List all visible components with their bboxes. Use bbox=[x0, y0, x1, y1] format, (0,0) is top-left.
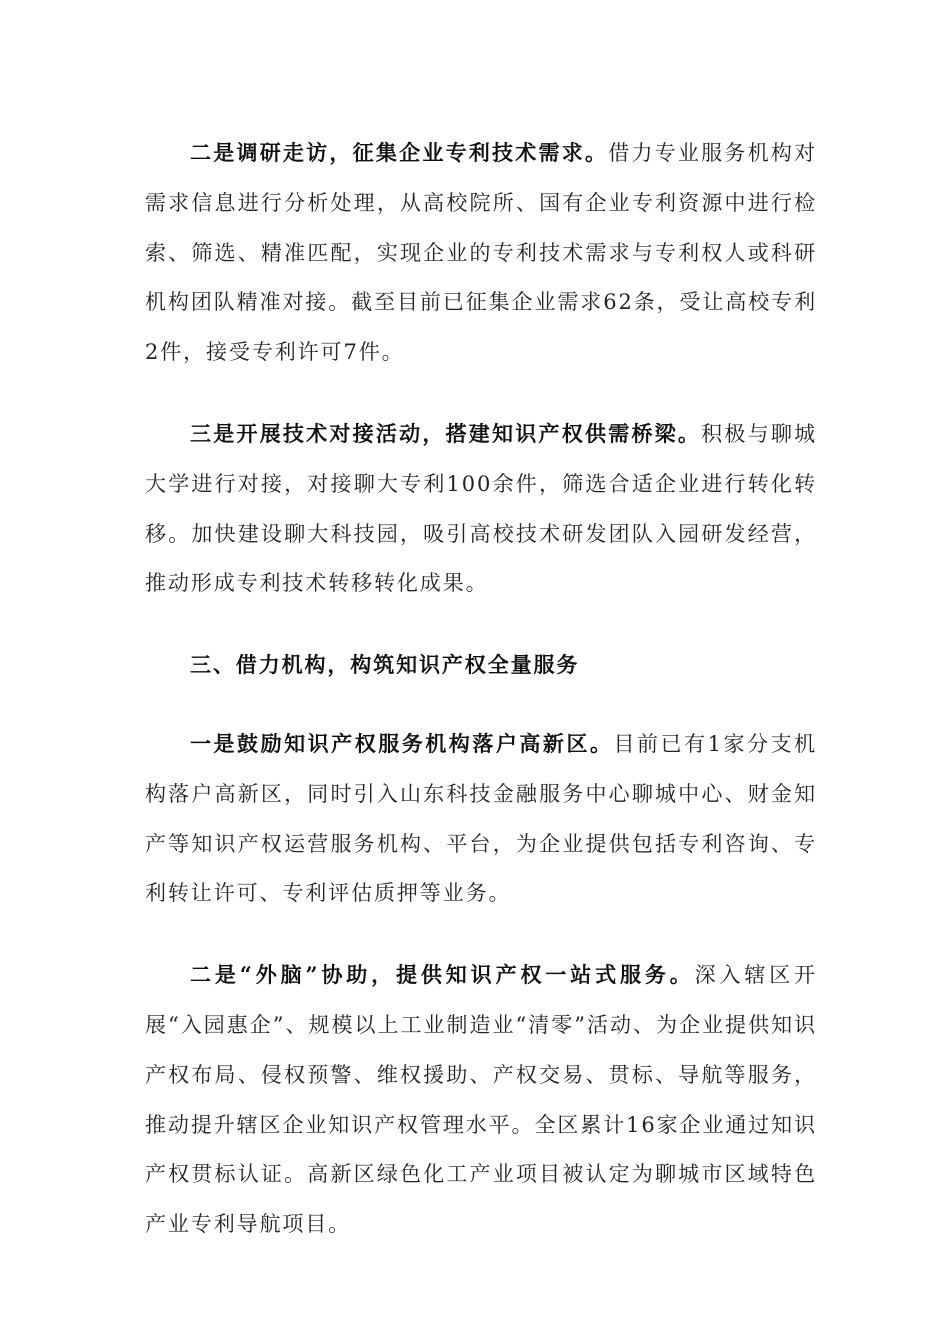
paragraph-lead: 二是“外脑”协助，提供知识产权一站式服务。 bbox=[190, 962, 695, 988]
document-page bbox=[145, 128, 817, 1281]
paragraph-one-stop-service bbox=[145, 950, 817, 1250]
paragraph-body: 借力专业服务机构对需求信息进行分析处理，从高校院所、国有企业专利资源中进行检索、筛选、精准匹配，实现企业的专利技术需求与专利权人或科研机构团队精准对接。截至目前已征集企业需求62条，受让高校专利2件，接受专利许可7件。 bbox=[145, 141, 817, 365]
paragraph-lead: 一是鼓励知识产权服务机构落户高新区。 bbox=[190, 730, 614, 756]
paragraph-body: 积极与聊城大学进行对接，对接聊大专利100余件，筛选合适企业进行转化转移。加快建设聊大科技园，吸引高校技术研发团队入园研发经营，推动形成专利技术转移转化成果。 bbox=[145, 421, 817, 596]
paragraph-service-agencies bbox=[145, 719, 817, 919]
paragraph-body: 深入辖区开展“入园惠企”、规模以上工业制造业“清零”活动、为企业提供知识产权布局、侵权预警、维权援助、产权交易、贯标、导航等服务，推动提升辖区企业知识产权管理水平。全区累计16家企业通过知识产权贯标认证。高新区绿色化工产业项目被认定为聊城市区域特色产业专利导航项目。 bbox=[145, 963, 818, 1237]
paragraph-body: 目前已有1家分支机构落户高新区，同时引入山东科技金融服务中心聊城中心、财金知产等知识产权运营服务机构、平台，为企业提供包括专利咨询、专利转让许可、专利评估质押等业务。 bbox=[145, 731, 817, 906]
paragraph-lead: 三是开展技术对接活动，搭建知识产权供需桥梁。 bbox=[190, 420, 702, 446]
section-heading: 三、借力机构，构筑知识产权全量服务 bbox=[190, 652, 580, 678]
paragraph-tech-matching bbox=[145, 409, 817, 609]
paragraph-lead: 二是调研走访，征集企业专利技术需求。 bbox=[190, 140, 609, 165]
paragraph-patent-demand bbox=[145, 128, 817, 378]
